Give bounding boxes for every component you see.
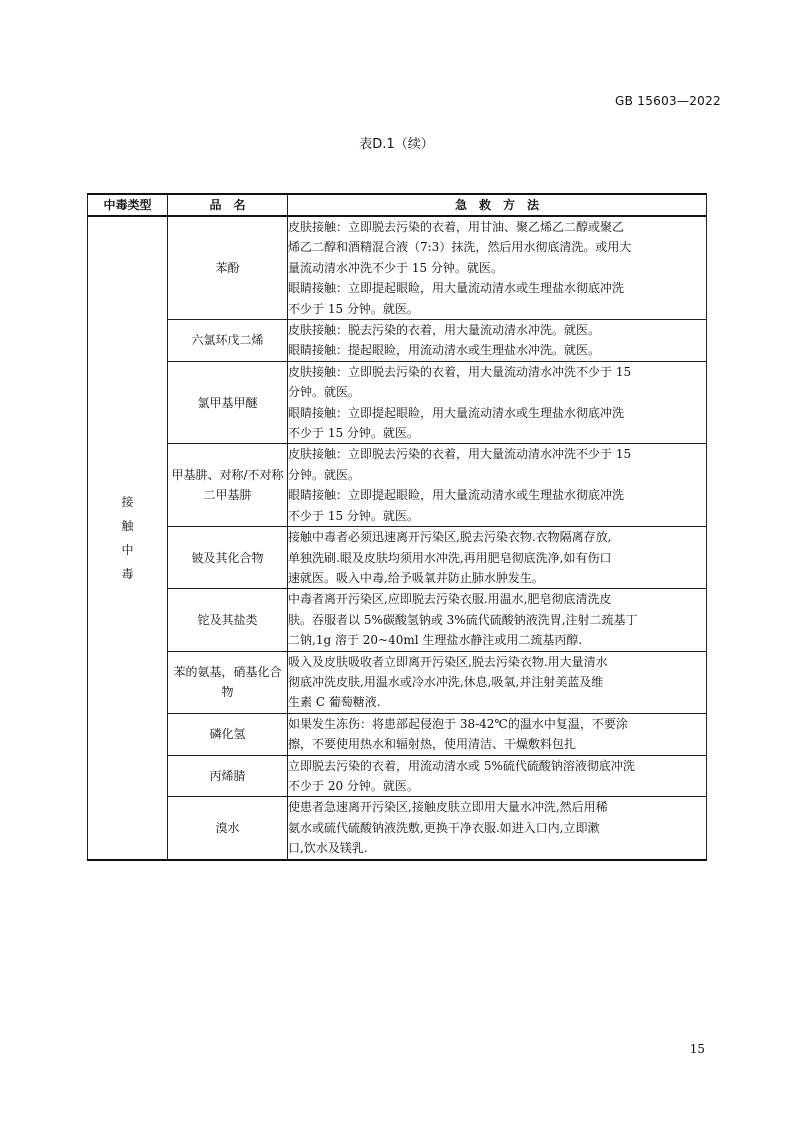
method-line: 不少于 15 分钟。就医。	[288, 508, 419, 523]
first-aid-method	[288, 713, 707, 755]
method-line: 皮肤接触：立即脱去污染的衣着，用甘油、聚乙烯乙二醇或聚乙	[288, 220, 625, 234]
table-row	[88, 444, 707, 527]
method-line: 量流动清水冲洗不少于 15 分钟。就医。	[288, 260, 503, 275]
method-line: 吸入及皮肤吸收者立即离开污染区,脱去污染衣物.用大量清水	[288, 654, 608, 669]
first-aid-method	[288, 589, 707, 651]
table-row	[88, 527, 707, 589]
substance-name: 六氯环戊二烯	[168, 320, 288, 362]
column-header-method: 急 救 方 法	[288, 194, 707, 216]
table-row	[88, 216, 707, 320]
substance-name: 丙烯腈	[168, 755, 288, 797]
method-line: 眼睛接触：立即提起眼睑，用大量流动清水或生理盐水彻底冲洗	[288, 488, 625, 503]
first-aid-method	[288, 797, 707, 860]
method-line: 不少于 15 分钟。就医。	[288, 426, 419, 441]
first-aid-method	[288, 320, 707, 362]
column-header-type: 中毒类型	[88, 194, 168, 216]
method-line: 单独洗刷.眼及皮肤均须用水冲洗,再用肥皂彻底洗净,如有伤口	[288, 550, 612, 565]
method-line: 二钠,1g 溶于 20~40ml 生理盐水静注或用二巯基丙醇.	[288, 633, 583, 648]
first-aid-method	[288, 361, 707, 444]
substance-name: 铍及其化合物	[168, 527, 288, 589]
table-row	[88, 713, 707, 755]
table-header-row	[88, 194, 707, 216]
method-line: 彻底冲洗皮肤,用温水或冷水冲洗,休息,吸氧,并注射美蓝及维	[288, 674, 604, 689]
method-line: 分钟。就医。	[288, 385, 361, 400]
table-row	[88, 589, 707, 651]
column-header-name: 品 名	[168, 194, 288, 216]
method-line: 立即脱去污染的衣着，用流动清水或 5%硫代硫酸钠溶液彻底冲洗	[288, 758, 635, 773]
substance-name: 溴水	[168, 797, 288, 860]
table-title: 表D.1（续）	[359, 137, 434, 152]
method-line: 速就医。吸入中毒,给予吸氧并防止肺水肿发生。	[288, 570, 544, 585]
substance-name: 铊及其盐类	[168, 589, 288, 651]
substance-name: 甲基肼、对称/不对称二甲基肼	[168, 444, 288, 527]
method-line: 使患者急速离开污染区,接触皮肤立即用大量水冲洗,然后用稀	[288, 800, 608, 815]
method-line: 皮肤接触：立即脱去污染的衣着，用大量流动清水冲洗不少于 15	[288, 364, 632, 379]
substance-name: 氯甲基甲醚	[168, 361, 288, 444]
standard-code: GB 15603—2022	[615, 94, 721, 108]
substance-name: 苯的氨基，硝基化合物	[168, 651, 288, 713]
method-line: 擦，不要使用热水和辐射热，使用清洁、干燥敷料包扎	[288, 737, 577, 752]
method-line: 肤。吞服者以 5%碳酸氢钠或 3%硫代硫酸钠液洗胃,注射二巯基丁	[288, 612, 638, 627]
first-aid-table	[87, 193, 707, 861]
first-aid-method	[288, 651, 707, 713]
first-aid-method	[288, 216, 707, 320]
method-line: 生素 C 葡萄糖液.	[288, 695, 381, 710]
poison-type-label: 接触中毒	[121, 494, 134, 581]
method-line: 皮肤接触：立即脱去污染的衣着，用大量流动清水冲洗不少于 15	[288, 447, 632, 462]
substance-name: 苯酚	[168, 216, 288, 320]
method-line: 皮肤接触：脱去污染的衣着，用大量流动清水冲洗。就医。	[288, 323, 601, 338]
method-line: 眼睛接触：立即提起眼睑，用大量流动清水或生理盐水彻底冲洗	[288, 281, 625, 296]
method-line: 中毒者离开污染区,应即脱去污染衣服.用温水,肥皂彻底清洗皮	[288, 592, 612, 607]
first-aid-method	[288, 444, 707, 527]
method-line: 不少于 15 分钟。就医。	[288, 301, 419, 316]
table-row	[88, 361, 707, 444]
method-line: 氨水或硫代硫酸钠液洗敷,更换干净衣服.如进入口内,立即漱	[288, 820, 600, 835]
page-number: 15	[689, 1042, 705, 1056]
method-line: 分钟。就医。	[288, 467, 361, 482]
table-row	[88, 797, 707, 860]
method-line: 眼睛接触：提起眼睑，用流动清水或生理盐水冲洗。就医。	[288, 343, 601, 358]
poison-type-cell	[88, 216, 168, 860]
first-aid-method	[288, 527, 707, 589]
method-line: 如果发生冻伤：将患部起侵泡于 38-42℃的温水中复温，不要涂	[288, 716, 628, 731]
table-row	[88, 320, 707, 362]
table-row	[88, 651, 707, 713]
substance-name: 磷化氢	[168, 713, 288, 755]
method-line: 烯乙二醇和酒精混合液（7:3）抹洗，然后用水彻底清洗。或用大	[288, 240, 632, 255]
method-line: 眼睛接触：立即提起眼睑，用大量流动清水或生理盐水彻底冲洗	[288, 405, 625, 420]
table-row	[88, 755, 707, 797]
method-line: 接触中毒者必须迅速离开污染区,脱去污染衣物.衣物隔离存放,	[288, 530, 612, 545]
method-line: 不少于 20 分钟。就医。	[288, 778, 419, 793]
method-line: 口,饮水及镁乳.	[288, 841, 368, 856]
first-aid-method	[288, 755, 707, 797]
